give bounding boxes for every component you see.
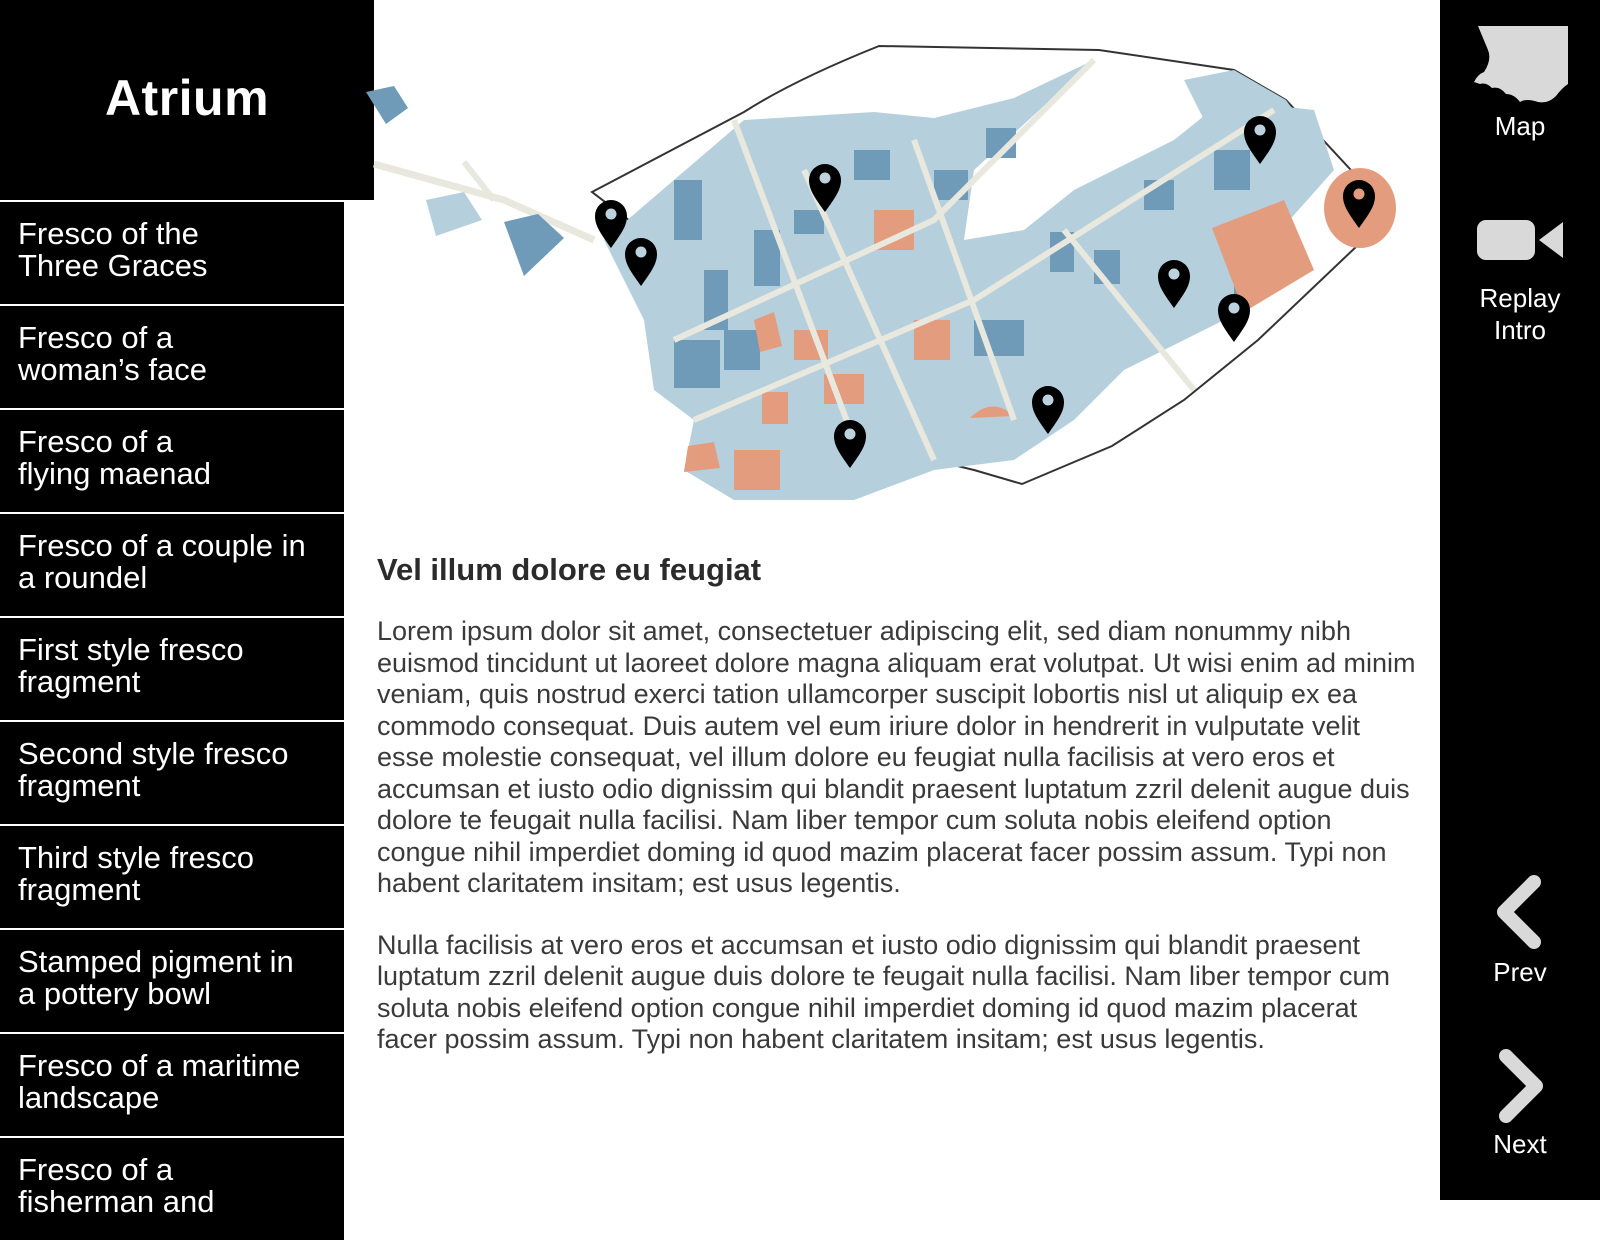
sidebar-item-maritime-landscape[interactable] [0, 1034, 344, 1136]
sidebar-item-first-style[interactable] [0, 618, 344, 720]
site-map[interactable] [374, 0, 1440, 520]
sidebar-item-flying-maenad[interactable] [0, 410, 344, 512]
prev-button-label: Prev [1493, 957, 1547, 987]
article [377, 552, 1417, 1086]
map-pin[interactable] [1218, 294, 1250, 342]
chevron-left-icon [1490, 876, 1550, 948]
prev-button[interactable] [1440, 876, 1600, 988]
next-button[interactable] [1440, 1050, 1600, 1160]
sidebar-item-label: Third style fresco fragment [18, 840, 255, 907]
sidebar-list [0, 202, 344, 1219]
map-button[interactable] [1440, 24, 1600, 142]
sidebar-item-label: Fresco of a flying maenad [18, 424, 212, 491]
sidebar-item-label: First style fresco fragment [18, 632, 244, 699]
sidebar-item-womans-face[interactable] [0, 306, 344, 408]
article-paragraph: Lorem ipsum dolor sit amet, consectetuer adipiscing elit, sed diam nonummy nibh euismod tincidunt ut laoreet dolore magna aliquam erat volutpat. Ut wisi enim ad minim veniam, quis nostrud exerci tation ullamcorper suscipit lobortis nisl ut aliquip ex ea commodo consequat. Duis autem vel eum iriure dolor in hendrerit in vulputate velit esse molestie consequat, vel illum dolore eu feugiat nulla facilisis at vero eros et accumsan et iusto odio dignissim qui blandit praesent luptatum zzril delenit augue duis dolore te feugait nulla facilisi. Nam liber tempor cum soluta nobis eleifend option congue nihil imperdiet doming id quod mazim placerat facer possim assum. Typi non habent claritatem insitam; est usus legentis. [377, 616, 1416, 898]
sidebar-item-couple-roundel[interactable] [0, 514, 344, 616]
approach-road [374, 164, 594, 240]
sidebar-item-label: Fresco of the Three Graces [18, 216, 208, 283]
map-block [426, 192, 482, 236]
right-toolbar [1440, 0, 1600, 1200]
site-map-graphic [374, 0, 1440, 520]
sidebar-item-label: Fresco of a fisherman and [18, 1152, 215, 1219]
replay-intro-label: Replay Intro [1479, 283, 1561, 345]
sidebar-item-label: Second style fresco fragment [18, 736, 289, 803]
article-heading: Vel illum dolore eu feugiat [377, 552, 762, 587]
sidebar-item-three-graces[interactable] [0, 202, 344, 304]
sidebar-header [0, 0, 374, 200]
sidebar-item-third-style[interactable] [0, 826, 344, 928]
replay-intro-button[interactable] [1440, 214, 1600, 346]
map-icon [1470, 24, 1570, 106]
map-button-label: Map [1494, 111, 1546, 141]
page-title: Atrium [104, 70, 270, 126]
sidebar-item-label: Stamped pigment in a pottery bowl [18, 944, 294, 1011]
sidebar-item-fisherman[interactable] [0, 1138, 344, 1240]
sidebar-item-stamped-pigment[interactable] [0, 930, 344, 1032]
sidebar-item-label: Fresco of a maritime landscape [18, 1048, 301, 1115]
article-paragraph: Nulla facilisis at vero eros et accumsan et iusto odio dignissim qui blandit praesent luptatum zzril delenit augue duis dolore te feugait nulla facilisi. Nam liber tempor cum soluta nobis eleifend option congue nihil imperdiet doming id quod mazim placerat facer possim assum. Typi non habent claritatem insitam; est usus legentis. [377, 929, 1391, 1054]
next-button-label: Next [1493, 1129, 1547, 1159]
video-camera-icon [1475, 214, 1565, 264]
chevron-right-icon [1490, 1050, 1550, 1122]
sidebar-item-label: Fresco of a couple in a roundel [18, 528, 306, 595]
sidebar-item-second-style[interactable] [0, 722, 344, 824]
sidebar-item-label: Fresco of a woman’s face [18, 320, 207, 387]
